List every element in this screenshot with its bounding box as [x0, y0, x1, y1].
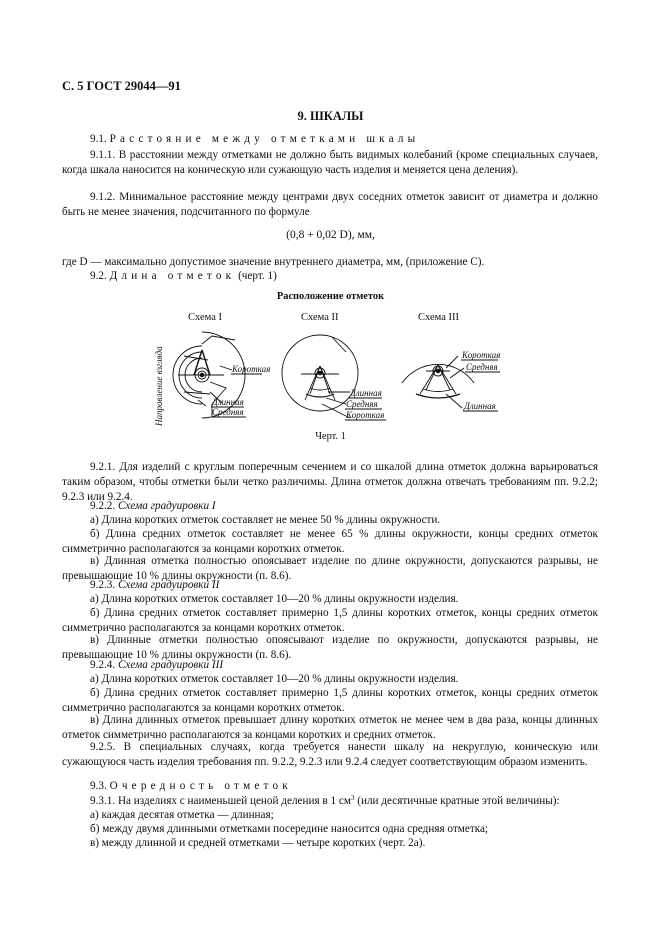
item-9-3-1-c: в) между длинной и средней отметками — четыре коротких (черт. 2а).: [90, 837, 426, 849]
formula-explanation: где D — максимально допустимое значение внутреннего диаметра, мм, (приложение С).: [62, 256, 485, 268]
clause-number: 9.3.: [90, 780, 107, 792]
paragraph-9-1: [62, 132, 598, 147]
item-9-2-2-c: в) Длинная отметка полностью опоясывает изделие по длине окружности, допускаются разрывы, не превышающие 10 % длины окружности (п. 8.6).: [62, 555, 598, 582]
clause-title: Схема градуировки I: [117, 500, 216, 512]
medium-mark-label: Средняя: [346, 399, 378, 409]
clause-number: 9.2.2.: [90, 500, 116, 512]
scheme-2-label: Схема II: [301, 312, 339, 323]
clause-number: 9.2.3.: [90, 579, 116, 591]
paragraph-9-2-5: 9.2.5. В специальных случаях, когда требуется нанести шкалу на некруглую, коническую или сужающуюся часть изделия требования пп. 9.2.2, 9.2.3 или 9.2.4 следует соответствующим образом изменить.: [62, 741, 598, 768]
paragraph-9-2-3: [62, 578, 598, 593]
scheme-1-drawing: [154, 332, 270, 427]
long-mark-label: Длинная: [212, 397, 244, 407]
medium-mark-label: Средняя: [466, 362, 498, 372]
scheme-2-drawing: [282, 335, 386, 420]
paragraph-9-2-4: [62, 658, 598, 673]
item-9-2-3-c: в) Длинные отметки полностью опоясывают изделие по окружности, допускаются разрывы, не превышающие 10 % длины окружности (п. 8.6).: [62, 634, 598, 661]
clause-title: Схема градуировки III: [117, 659, 224, 671]
clause-title: Длина отметок: [109, 270, 236, 282]
item-9-2-2-a: а) Длина коротких отметок составляет не менее 50 % длины окружности.: [90, 514, 441, 526]
short-mark-label: Короткая: [232, 364, 271, 374]
section-title: 9. ШКАЛЫ: [297, 109, 364, 123]
item-9-2-3-b: б) Длина средних отметок составляет примерно 1,5 длины коротких отметок, концы средних отметок симметрично располагаются за концами коротких отметок.: [62, 607, 598, 634]
long-mark-label: Длинная: [350, 388, 382, 398]
view-direction-label: Направление взгляда: [154, 346, 164, 426]
clause-number: 9.2.: [90, 270, 107, 282]
running-header: С. 5 ГОСТ 29044—91: [62, 79, 181, 93]
paragraph-9-3-1: [62, 794, 598, 809]
long-mark-label: Длинная: [464, 401, 496, 411]
item-9-2-4-c: в) Длина длинных отметок превышает длину коротких отметок не менее чем в два раза, концы длинных отметок симметрично располагаются за концами коротких и средних отметок.: [62, 714, 598, 741]
figure-1-diagram: [150, 308, 510, 433]
clause-title: Очередность отметок: [109, 780, 292, 792]
medium-mark-label: Средняя: [212, 407, 244, 417]
item-9-2-4-a: а) Длина коротких отметок составляет 10—20 % длины окружности изделия.: [90, 673, 459, 685]
superscript: 3: [350, 794, 355, 802]
item-9-2-2-b: б) Длина средних отметок составляет не менее 65 % длины окружности, концы средних отметок симметрично располагаются за концами коротких отметок.: [62, 528, 598, 555]
item-9-3-1-a: а) каждая десятая отметка — длинная;: [90, 809, 274, 821]
paragraph-text: 9.3.1. На изделиях с наименьшей ценой деления в 1 см: [90, 795, 351, 807]
paragraph-9-1-1: 9.1.1. В расстоянии между отметками не должно быть видимых колебаний (кроме специальных случаев, когда шкала наносится на коническую или сужающую часть изделия и меняется цена деления).: [62, 149, 598, 176]
scheme-3-drawing: [402, 350, 500, 411]
short-mark-label: Короткая: [346, 410, 385, 420]
scheme-3-label: Схема III: [418, 312, 460, 323]
paragraph-9-3: [62, 779, 598, 794]
paragraph-9-1-2: 9.1.2. Минимальное расстояние между центрами двух соседних отметок зависит от диаметра и должно быть не менее значения, подсчитанного по формуле: [62, 191, 598, 218]
paragraph-text: (или десятичные кратные этой величины):: [354, 795, 560, 807]
formula: (0,8 + 0,02 D), мм,: [286, 229, 375, 241]
paragraph-9-2-1: 9.2.1. Для изделий с круглым поперечным сечением и со шкалой длина отметок должна варьироваться таким образом, чтобы отметки были четко различимы. Длина отметок должна отвечать требованиям пп. 9.2.2; 9.2.3 или 9.2.4.: [62, 461, 598, 503]
figure-caption: Черт. 1: [315, 431, 346, 442]
clause-title: Расстояние между отметками шкалы: [109, 133, 420, 145]
scheme-1-label: Схема I: [188, 312, 223, 323]
item-9-2-4-b: б) Длина средних отметок составляет примерно 1,5 длины коротких отметок, концы средних отметок симметрично располагаются за концами коротких отметок.: [62, 687, 598, 714]
item-9-2-3-a: а) Длина коротких отметок составляет 10—20 % длины окружности изделия.: [90, 593, 459, 605]
item-9-3-1-b: б) между двумя длинными отметками посередине наносится одна средняя отметка;: [90, 823, 489, 835]
paragraph-9-2: [62, 269, 598, 284]
clause-title: Схема градуировки II: [117, 579, 220, 591]
clause-number: 9.1.: [90, 133, 107, 145]
clause-number: 9.2.4.: [90, 659, 116, 671]
paragraph-9-2-2: [62, 499, 598, 514]
figure-title: Расположение отметок: [276, 291, 385, 302]
short-mark-label: Короткая: [462, 350, 501, 360]
figure-reference: (черт. 1): [238, 270, 277, 282]
